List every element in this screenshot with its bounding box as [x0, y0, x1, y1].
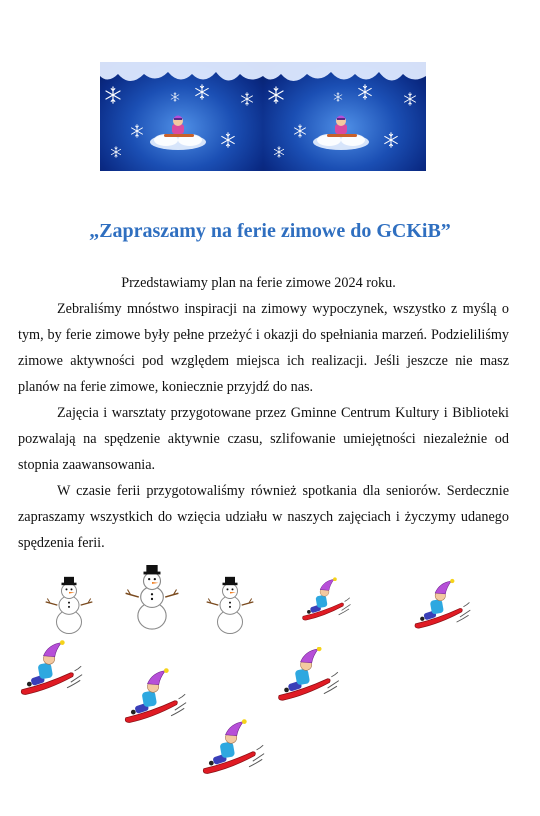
document-body: [18, 270, 509, 556]
banner-panel-right: [263, 62, 426, 171]
winter-sledding-child-banner: [263, 62, 426, 171]
snowman-icon: [122, 565, 182, 631]
sledding-kid-icon: [275, 647, 341, 703]
document-title: „Zapraszamy na ferie zimowe do GCKiB”: [89, 220, 451, 242]
sledding-kid-icon: [412, 577, 472, 633]
sledding-kid-icon: [122, 668, 188, 726]
paragraph-1: Zebraliśmy mnóstwo inspiracji na zimowy wypoczynek, wszystko z myślą o tym, by ferie zimowe były pełne przeżyć i okazji do spełniania marzeń. Podzieliliśmy zimowe aktywności pod względem miejsca ich realizacji. Jeśli jeszcze nie masz planów na ferie zimowe, koniecznie przyjdź do nas.: [18, 301, 509, 395]
sledding-kid-icon: [300, 577, 352, 623]
banner-panel-left: [100, 62, 263, 171]
winter-sledding-child-banner: [100, 62, 263, 171]
snowman-icon: [44, 575, 94, 637]
sledding-kid-icon: [18, 640, 84, 698]
snowman-icon: [205, 575, 255, 637]
sledding-kid-icon: [200, 718, 266, 778]
header-banner: [100, 62, 426, 171]
intro-line: Przedstawiamy plan na ferie zimowe 2024 roku.: [121, 275, 396, 291]
paragraph-3: W czasie ferii przygotowaliśmy również spotkania dla seniorów. Serdecznie zapraszamy wszystkich do wzięcia udziału w naszych zajęciach i życzymy udanego spędzenia ferii.: [18, 483, 509, 551]
paragraph-2: Zajęcia i warsztaty przygotowane przez Gminne Centrum Kultury i Biblioteki pozwalają na spędzenie aktywnie czasu, szlifowanie umiejętności niezależnie od stopnia zaawansowania.: [18, 405, 509, 473]
